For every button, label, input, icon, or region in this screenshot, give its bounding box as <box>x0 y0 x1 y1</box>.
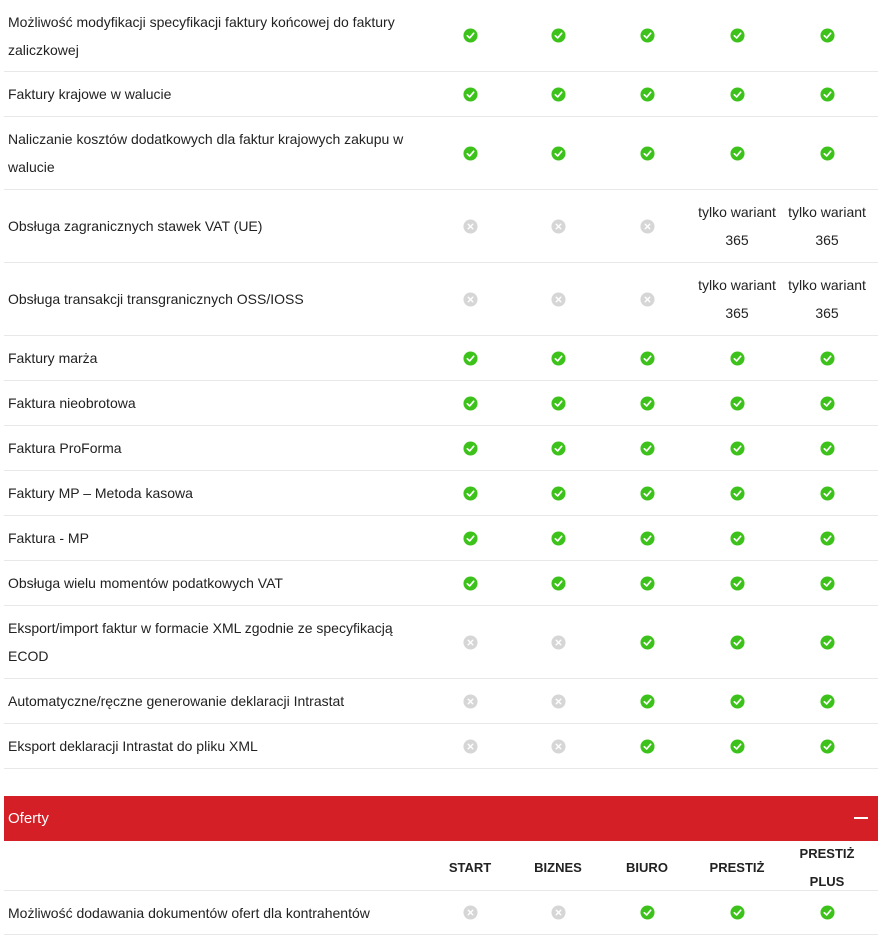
table-cell <box>782 679 872 723</box>
check-circle-icon <box>463 396 478 411</box>
check-circle-icon <box>820 87 835 102</box>
table-row <box>4 891 878 935</box>
table-cell <box>425 426 515 470</box>
section-header-oferty[interactable] <box>4 796 878 841</box>
table-cell <box>692 891 782 934</box>
table-cell <box>782 471 872 515</box>
table-cell <box>782 426 872 470</box>
check-circle-icon <box>551 28 566 43</box>
table-cell <box>513 724 603 768</box>
table-row <box>4 471 878 516</box>
check-circle-icon <box>463 146 478 161</box>
check-circle-icon <box>640 531 655 546</box>
check-circle-icon <box>551 486 566 501</box>
table-cell <box>602 117 692 189</box>
table-cell <box>513 263 603 335</box>
cross-circle-icon <box>551 905 566 920</box>
check-circle-icon <box>820 28 835 43</box>
table-cell <box>782 516 872 560</box>
check-circle-icon <box>820 396 835 411</box>
check-circle-icon <box>463 28 478 43</box>
check-circle-icon <box>640 87 655 102</box>
column-header-row <box>4 845 878 891</box>
column-header-prestiz-plus: PRESTIŻ PLUS <box>799 845 855 889</box>
table-cell <box>513 72 603 116</box>
feature-label: Obsługa wielu momentów podatkowych VAT <box>8 575 283 591</box>
check-circle-icon <box>820 146 835 161</box>
table-cell <box>692 426 782 470</box>
check-circle-icon <box>463 576 478 591</box>
check-circle-icon <box>640 146 655 161</box>
table-row <box>4 561 878 606</box>
check-circle-icon <box>640 486 655 501</box>
table-cell <box>602 263 692 335</box>
table-cell <box>692 117 782 189</box>
section-title: Oferty <box>8 810 49 827</box>
table-cell <box>782 336 872 380</box>
table-row <box>4 336 878 381</box>
table-cell <box>692 0 782 71</box>
feature-label: Faktury krajowe w walucie <box>8 86 172 102</box>
check-circle-icon <box>551 441 566 456</box>
table-cell <box>692 336 782 380</box>
check-circle-icon <box>730 28 745 43</box>
check-circle-icon <box>551 396 566 411</box>
minus-icon[interactable] <box>854 817 868 819</box>
table-cell <box>602 336 692 380</box>
table-row <box>4 117 878 190</box>
check-circle-icon <box>463 441 478 456</box>
check-circle-icon <box>463 531 478 546</box>
cross-circle-icon <box>551 694 566 709</box>
cross-circle-icon <box>463 219 478 234</box>
table-cell <box>602 381 692 425</box>
table-cell <box>425 190 515 262</box>
table-cell <box>782 0 872 71</box>
check-circle-icon <box>820 739 835 754</box>
check-circle-icon <box>730 146 745 161</box>
table-cell <box>782 117 872 189</box>
table-cell <box>782 381 872 425</box>
table-cell <box>692 679 782 723</box>
check-circle-icon <box>551 87 566 102</box>
cross-circle-icon <box>463 739 478 754</box>
check-circle-icon <box>730 905 745 920</box>
table-cell <box>425 724 515 768</box>
feature-label: Faktury MP – Metoda kasowa <box>8 485 193 501</box>
table-cell <box>513 0 603 71</box>
cross-circle-icon <box>640 219 655 234</box>
check-circle-icon <box>820 441 835 456</box>
check-circle-icon <box>640 635 655 650</box>
table-cell-text: tylko wariant 365 <box>698 204 776 248</box>
table-cell <box>425 606 515 678</box>
table-cell <box>425 381 515 425</box>
column-header-start: START <box>448 859 492 875</box>
check-circle-icon <box>820 635 835 650</box>
table-cell <box>513 471 603 515</box>
cross-circle-icon <box>551 292 566 307</box>
table-cell <box>425 471 515 515</box>
table-cell-text: tylko wariant 365 <box>788 204 866 248</box>
table-row <box>4 606 878 679</box>
table-cell <box>513 336 603 380</box>
check-circle-icon <box>730 87 745 102</box>
check-circle-icon <box>730 441 745 456</box>
table-cell <box>602 606 692 678</box>
table-cell <box>602 891 692 934</box>
table-cell <box>425 336 515 380</box>
cross-circle-icon <box>463 292 478 307</box>
feature-label: Faktura nieobrotowa <box>8 395 136 411</box>
table-cell <box>692 561 782 605</box>
check-circle-icon <box>640 905 655 920</box>
table-row <box>4 72 878 117</box>
table-cell <box>425 0 515 71</box>
feature-label: Faktura - MP <box>8 530 89 546</box>
check-circle-icon <box>820 486 835 501</box>
table-cell <box>513 891 603 934</box>
check-circle-icon <box>640 739 655 754</box>
table-cell <box>425 516 515 560</box>
feature-label: Możliwość modyfikacji specyfikacji faktury końcowej do faktury zaliczkowej <box>8 13 395 58</box>
check-circle-icon <box>820 576 835 591</box>
column-header-biuro: BIURO <box>626 859 668 875</box>
table-row <box>4 263 878 336</box>
table-cell <box>513 561 603 605</box>
table-cell <box>602 679 692 723</box>
check-circle-icon <box>730 739 745 754</box>
table-row <box>4 381 878 426</box>
cross-circle-icon <box>640 292 655 307</box>
column-header-prestiz: PRESTIŻ <box>709 859 765 875</box>
table-cell <box>425 72 515 116</box>
cross-circle-icon <box>551 219 566 234</box>
table-cell <box>513 679 603 723</box>
table-cell-text: tylko wariant 365 <box>788 277 866 321</box>
table-cell <box>782 561 872 605</box>
check-circle-icon <box>730 351 745 366</box>
table-cell <box>692 72 782 116</box>
check-circle-icon <box>463 486 478 501</box>
check-circle-icon <box>730 531 745 546</box>
check-circle-icon <box>640 351 655 366</box>
table-cell <box>692 471 782 515</box>
feature-label: Możliwość dodawania dokumentów ofert dla kontrahentów <box>8 904 370 921</box>
table-cell <box>782 72 872 116</box>
check-circle-icon <box>730 396 745 411</box>
check-circle-icon <box>640 28 655 43</box>
table-row <box>4 0 878 72</box>
table-cell <box>782 606 872 678</box>
feature-label: Faktura ProForma <box>8 440 122 456</box>
table-cell <box>602 561 692 605</box>
table-row <box>4 426 878 471</box>
cross-circle-icon <box>551 635 566 650</box>
check-circle-icon <box>463 87 478 102</box>
check-circle-icon <box>640 441 655 456</box>
table-row <box>4 724 878 769</box>
table-cell <box>692 724 782 768</box>
table-cell <box>602 190 692 262</box>
feature-label: Naliczanie kosztów dodatkowych dla faktur krajowych zakupu w walucie <box>8 131 404 175</box>
check-circle-icon <box>640 576 655 591</box>
check-circle-icon <box>463 351 478 366</box>
check-circle-icon <box>551 351 566 366</box>
check-circle-icon <box>820 351 835 366</box>
check-circle-icon <box>730 576 745 591</box>
check-circle-icon <box>551 146 566 161</box>
table-cell-text: tylko wariant 365 <box>698 277 776 321</box>
check-circle-icon <box>820 905 835 920</box>
table-cell <box>692 606 782 678</box>
table-cell <box>513 516 603 560</box>
check-circle-icon <box>640 396 655 411</box>
table-cell <box>782 724 872 768</box>
feature-label: Automatyczne/ręczne generowanie deklaracji Intrastat <box>8 693 345 709</box>
table-cell <box>425 263 515 335</box>
check-circle-icon <box>640 694 655 709</box>
table-row <box>4 516 878 561</box>
check-circle-icon <box>551 531 566 546</box>
table-cell <box>425 891 515 934</box>
check-circle-icon <box>820 531 835 546</box>
check-circle-icon <box>551 576 566 591</box>
feature-label: Obsługa transakcji transgranicznych OSS/IOSS <box>8 291 304 307</box>
table-cell <box>513 606 603 678</box>
table-cell <box>425 679 515 723</box>
cross-circle-icon <box>463 905 478 920</box>
feature-label: Eksport/import faktur w formacie XML zgodnie ze specyfikacją ECOD <box>8 620 393 664</box>
cross-circle-icon <box>551 739 566 754</box>
table-cell <box>602 0 692 71</box>
table-cell <box>425 117 515 189</box>
table-cell <box>513 190 603 262</box>
cross-circle-icon <box>463 635 478 650</box>
table-cell <box>782 891 872 934</box>
table-cell <box>602 426 692 470</box>
table-cell <box>513 426 603 470</box>
check-circle-icon <box>730 486 745 501</box>
feature-label: Eksport deklaracji Intrastat do pliku XML <box>8 738 258 754</box>
check-circle-icon <box>730 694 745 709</box>
table-cell <box>602 471 692 515</box>
cross-circle-icon <box>463 694 478 709</box>
table-cell <box>602 72 692 116</box>
feature-label: Faktury marża <box>8 350 98 366</box>
table-cell <box>602 516 692 560</box>
check-circle-icon <box>820 694 835 709</box>
feature-label: Obsługa zagranicznych stawek VAT (UE) <box>8 218 263 234</box>
table-cell <box>692 381 782 425</box>
table-row <box>4 679 878 724</box>
table-cell <box>513 381 603 425</box>
table-cell <box>425 561 515 605</box>
table-cell <box>602 724 692 768</box>
table-cell <box>692 516 782 560</box>
check-circle-icon <box>730 635 745 650</box>
column-header-biznes: BIZNES <box>534 859 582 875</box>
table-cell <box>513 117 603 189</box>
table-row <box>4 190 878 263</box>
